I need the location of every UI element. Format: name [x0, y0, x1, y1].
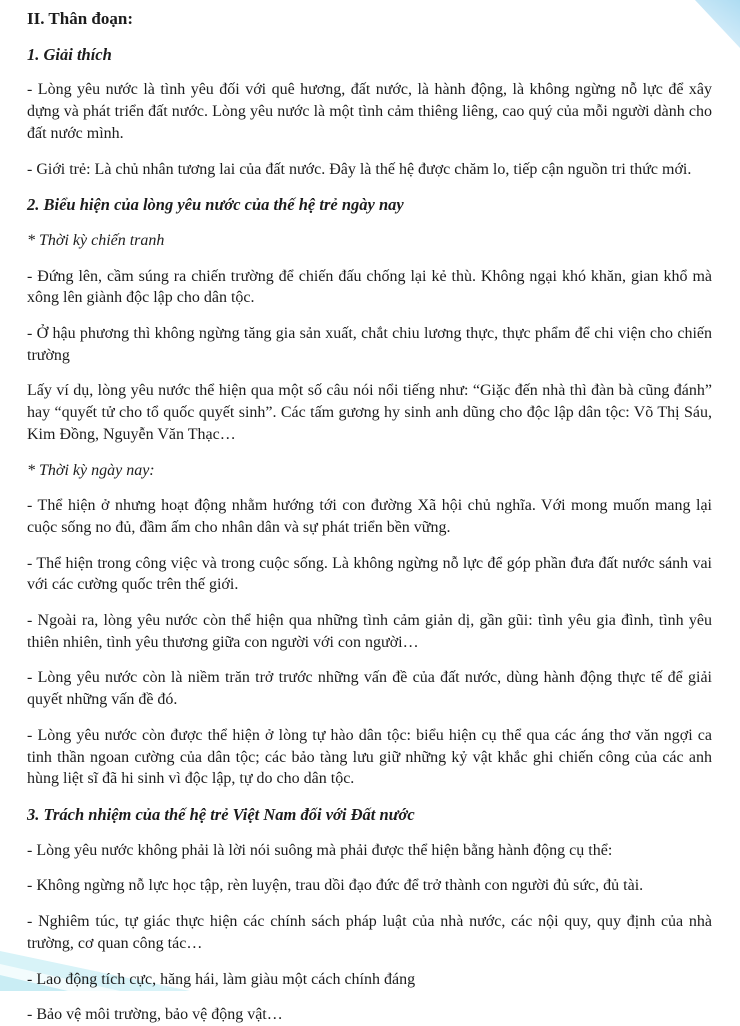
paragraph-modern-work-life: - Thể hiện trong công việc và trong cuộc sống. Là không ngừng nỗ lực để góp phần đưa đất nước sánh vai với các cường quốc trên thế giới.	[27, 554, 712, 594]
paragraph-not-empty-words: - Lòng yêu nước không phải là lời nói suông mà phải được thể hiện bằng hành động cụ thể:	[27, 841, 613, 859]
paragraph-national-pride: - Lòng yêu nước còn được thể hiện ở lòng tự hào dân tộc: biểu hiện cụ thể qua các áng thơ văn ngợi ca tinh thần ngoan cường của dân tộc; các bảo tàng lưu giữ những kỷ vật khắc ghi chiến công của các anh hùng liệt sĩ đã hi sinh vì độc lập, tự do cho dân tộc.	[27, 726, 712, 788]
paragraph-protect-environment: - Bảo vệ môi trường, bảo vệ động vật…	[27, 1006, 283, 1024]
paragraph-youth-definition: - Giới trẻ: Là chủ nhân tương lai của đất nước. Đây là thế hệ được chăm lo, tiếp cận nguồn tri thức mới.	[27, 160, 692, 178]
paragraph-definition: - Lòng yêu nước là tình yêu đối với quê hương, đất nước, là hành động, là không ngừng nỗ lực để xây dựng và phát triển đất nước. Lòng yêu nước là một tình cảm thiêng liêng, cao quý của mỗi người dành cho đất nước mình.	[27, 81, 712, 142]
paragraph-wartime-rear: - Ở hậu phương thì không ngừng tăng gia sản xuất, chắt chiu lương thực, thực phẩm để chi viện cho chiến trường	[27, 325, 712, 364]
subsection-heading-responsibility: 3. Trách nhiệm của thế hệ trẻ Việt Nam đối với Đất nước	[27, 804, 415, 824]
paragraph-work-hard: - Lao động tích cực, hăng hái, làm giàu một cách chính đáng	[27, 970, 416, 988]
paragraph-wartime-examples: Lấy ví dụ, lòng yêu nước thể hiện qua một số câu nói nổi tiếng như: “Giặc đến nhà thì đàn bà cũng đánh” hay “quyết tử cho tổ quốc quyết sinh”. Các tấm gương hy sinh anh dũng cho độc lập dân tộc: Võ Thị Sáu, Kim Đồng, Nguyễn Văn Thạc…	[27, 382, 712, 443]
subsection-heading-explain: 1. Giải thích	[27, 44, 112, 64]
paragraph-study-train: - Không ngừng nỗ lực học tập, rèn luyện, trau dồi đạo đức để trở thành con người đủ sức, đủ tài.	[27, 877, 644, 895]
paragraph-obey-laws: - Nghiêm túc, tự giác thực hiện các chính sách pháp luật của nhà nước, các nội quy, quy định của nhà trường, cơ quan công tác…	[27, 913, 712, 952]
section-heading-body: II. Thân đoạn:	[27, 9, 133, 28]
paragraph-wartime-fighting: - Đứng lên, cầm súng ra chiến trường để chiến đấu chống lại kẻ thù. Không ngại khó khăn, gian khổ mà xông lên giành độc lập cho dân tộc.	[27, 267, 712, 307]
paragraph-modern-socialism: - Thể hiện ở nhưng hoạt động nhằm hướng tới con đường Xã hội chủ nghĩa. Với mong muốn mang lại cuộc sống no đủ, đầm ấm cho nhân dân và sự phát triển bền vững.	[27, 497, 712, 536]
paragraph-concerns: - Lòng yêu nước còn là niềm trăn trở trước những vấn đề của đất nước, dùng hành động thực tế để giải quyết những vấn đề đó.	[27, 669, 712, 709]
subheading-modern-times: * Thời kỳ ngày nay:	[27, 461, 155, 479]
paragraph-simple-feelings: - Ngoài ra, lòng yêu nước còn thể hiện qua những tình cảm giản dị, gần gũi: tình yêu gia đình, tình yêu thiên nhiên, tình yêu thương giữa con người với con người…	[27, 612, 712, 651]
subsection-heading-expressions: 2. Biểu hiện của lòng yêu nước của thế hệ trẻ ngày nay	[27, 195, 404, 215]
subheading-wartime: * Thời kỳ chiến tranh	[27, 231, 165, 249]
